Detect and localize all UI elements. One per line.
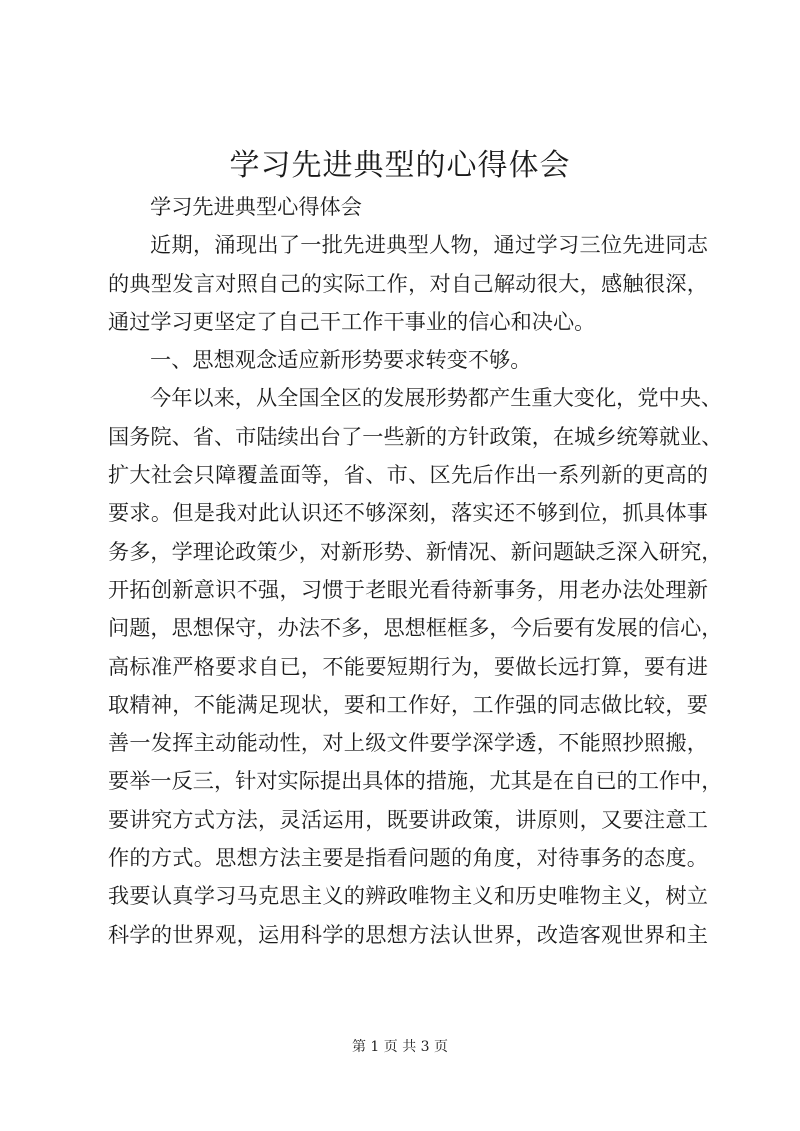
paragraph-line: 高标准严格要求自已，不能要短期行为，要做长远打算，要有进 (108, 653, 708, 679)
paragraph-line: 的典型发言对照自己的实际工作，对自己解动很大，感触很深， (108, 270, 708, 296)
paragraph-line: 作的方式。思想方法主要是指看问题的角度，对待事务的态度。 (108, 845, 708, 871)
paragraph-line: 科学的世界观，运用科学的思想方法认世界，改造客观世界和主 (108, 921, 708, 947)
paragraph-line: 近期，涌现出了一批先进典型人物，通过学习三位先进同志 (150, 232, 708, 258)
paragraph-line: 开拓创新意识不强，习惯于老眼光看待新事务，用老办法处理新 (108, 576, 708, 602)
paragraph-line: 务多，学理论政策少，对新形势、新情况、新问题缺乏深入研究， (108, 538, 723, 564)
section-heading-line: 一、思想观念适应新形势要求转变不够。 (150, 347, 532, 373)
paragraph-line: 今年以来，从全国全区的发展形势都产生重大变化，党中央、 (150, 385, 723, 411)
paragraph-line: 通过学习更坚定了自己干工作干事业的信心和决心。 (108, 308, 596, 334)
document-body (108, 188, 723, 954)
page-footer: 第 1 页 共 3 页 (351, 1039, 449, 1055)
paragraph-line: 问题，思想保守，办法不多，思想框框多，今后要有发展的信心， (108, 615, 723, 641)
paragraph-line: 善一发挥主动能动性，对上级文件要学深学透，不能照抄照搬， (108, 730, 708, 756)
document-title: 学习先进典型的心得体会 (229, 148, 571, 183)
subtitle-line: 学习先进典型心得体会 (150, 194, 362, 219)
paragraph-line: 扩大社会只障覆盖面等，省、市、区先后作出一系列新的更高的 (108, 462, 708, 488)
paragraph-line: 要举一反三，针对实际提出具体的措施，尤其是在自已的工作中， (108, 768, 723, 794)
paragraph-line: 要求。但是我对此认识还不够深刻，落实还不够到位，抓具体事 (108, 500, 708, 526)
paragraph-line: 国务院、省、市陆续出台了一些新的方针政策，在城乡统筹就业、 (108, 423, 723, 449)
paragraph-line: 我要认真学习马克思主义的辨政唯物主义和历史唯物主义，树立 (108, 883, 708, 909)
paragraph-line: 要讲究方式方法，灵活运用，既要讲政策，讲原则，又要注意工 (108, 806, 708, 832)
paragraph-line: 取精神，不能满足现状，要和工作好，工作强的同志做比较，要 (108, 691, 708, 717)
